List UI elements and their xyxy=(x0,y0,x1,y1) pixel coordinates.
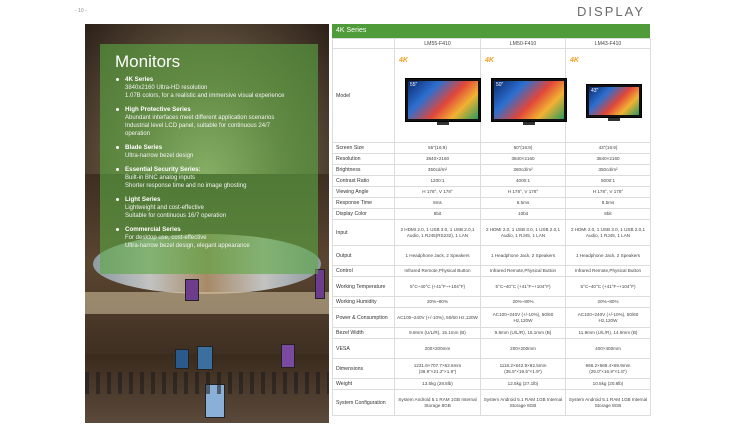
spec-value-cell: 20%~80% xyxy=(566,297,651,308)
series-name: Light Series xyxy=(125,196,161,203)
series-description: Lightweight and cost-effective xyxy=(125,205,204,211)
tv-product-image xyxy=(568,54,658,138)
model-image-cell xyxy=(566,49,651,143)
series-name: Essential Security Series: xyxy=(125,166,201,173)
bullet-icon xyxy=(116,198,119,201)
spec-row xyxy=(333,328,651,339)
spec-value-cell: H 178°, V 178° xyxy=(395,187,481,198)
spec-row-label: Output xyxy=(333,246,395,266)
page-number: - 10 - xyxy=(75,8,87,14)
model-image-row xyxy=(333,49,651,143)
tv-stand xyxy=(608,118,620,121)
model-name-cell: LM50-F410 xyxy=(481,39,566,49)
series-description: Industrial level LCD panel, suitable for continuous 24/7 xyxy=(125,123,271,129)
spec-value-cell: 20%~80% xyxy=(395,297,481,308)
spec-row-label: Model xyxy=(333,49,395,143)
spec-header-row xyxy=(333,39,651,49)
spec-value-cell: 9.8mm (U/L/R), 15.1mm (B) xyxy=(481,328,566,339)
spec-value-cell: 1231.6×707.7×62.6mm (36.9"×21.2"×1.9") xyxy=(395,359,481,379)
spec-value-cell: System Android 5.1 RAM 1GB Internal Storage 8GB xyxy=(566,390,651,416)
spec-value-cell: 10.5kg (20.8lb) xyxy=(566,379,651,390)
series-description: For desktop use, cost-effective xyxy=(125,235,207,241)
bullet-icon xyxy=(116,108,119,111)
spec-row-label: Working Humidity xyxy=(333,297,395,308)
4k-badge-icon: 4K xyxy=(399,56,408,64)
photo-balcony xyxy=(85,292,329,314)
spec-row xyxy=(333,187,651,198)
spec-value-cell: 12.5kg (27.1lb) xyxy=(481,379,566,390)
spec-row xyxy=(333,339,651,359)
spec-value-cell: 1200:1 xyxy=(395,176,481,187)
tv-screen xyxy=(405,78,481,122)
spec-row xyxy=(333,277,651,297)
spec-row-label: Resolution xyxy=(333,154,395,165)
spec-value-cell: Infrared Remote,Physical Button xyxy=(566,266,651,277)
spec-row xyxy=(333,154,651,165)
series-name: Commercial Series xyxy=(125,226,181,233)
tv-stand xyxy=(523,122,535,125)
bullet-icon xyxy=(116,78,119,81)
spec-row-label: Bezel Width xyxy=(333,328,395,339)
spec-row-label: Control xyxy=(333,266,395,277)
spec-value-cell: 11.9mm (U/L/R), 14.9mm (B) xyxy=(566,328,651,339)
spec-row-label: System Configuration xyxy=(333,390,395,416)
series-item xyxy=(116,196,316,220)
spec-row xyxy=(333,379,651,390)
spec-value-cell: 5°C~40°C (+41°F~+104°F) xyxy=(481,277,566,297)
spec-value-cell: 8ms xyxy=(395,198,481,209)
spec-row-label: Display Color xyxy=(333,209,395,220)
spec-corner-cell xyxy=(333,39,395,49)
spec-row-label: Response Time xyxy=(333,198,395,209)
spec-value-cell: System Android 5.1 RAM 1GB Internal Storage 8GB xyxy=(395,390,481,416)
series-item xyxy=(116,76,316,100)
spec-value-cell: 1118.2×642.9×62.5mm (35.5"×19.5"×1.9") xyxy=(481,359,566,379)
spec-value-cell: 43"(16:9) xyxy=(566,143,651,154)
series-description: 3840x2160 Ultra-HD resolution xyxy=(125,85,208,91)
series-name: 4K Series xyxy=(125,76,154,83)
spec-value-cell: 10bit xyxy=(481,209,566,220)
series-description: Built-in BNC analog inputs xyxy=(125,175,196,181)
model-image-cell xyxy=(481,49,566,143)
spec-value-cell: 350cd/m² xyxy=(566,165,651,176)
spec-value-cell: System Android 5.1 RAM 1GB Internal Storage 8GB xyxy=(481,390,566,416)
series-description: Ultra-narrow bezel design xyxy=(125,153,194,159)
4k-badge-icon: 4K xyxy=(485,56,494,64)
bullet-icon xyxy=(116,146,119,149)
spec-value-cell: 2 HDMI 2.0, 1 USB 3.0, 1 USB 2.0,1 Audio, 1 RJ45, 1 LAN xyxy=(566,220,651,246)
spec-value-cell: 968.2×569.4×69.9mm (29.0"×16.9"×1.8") xyxy=(566,359,651,379)
tv-size-label: 43" xyxy=(591,87,599,94)
spec-value-cell: 9.8mm (U/L/R), 15.1mm (B) xyxy=(395,328,481,339)
spec-row xyxy=(333,176,651,187)
spec-value-cell: Infrared Remote,Physical Button xyxy=(481,266,566,277)
spec-row xyxy=(333,297,651,308)
spec-value-cell: 1 Headphone Jack, 2 Speakers xyxy=(481,246,566,266)
spec-value-cell: H 178°, V 178° xyxy=(481,187,566,198)
tv-screen-image xyxy=(494,81,564,119)
spec-row xyxy=(333,165,651,176)
spec-value-cell: 200×200mm xyxy=(481,339,566,359)
spec-value-cell: 2 HDMI 2.0, 1 USB 3.0, 1 USB 2.0,1 Audio, 1 RJ45, 1 LAN xyxy=(481,220,566,246)
spec-value-cell: 5°C~40°C (+41°F~+104°F) xyxy=(395,277,481,297)
model-image-cell xyxy=(395,49,481,143)
tv-screen xyxy=(586,84,642,118)
spec-value-cell: 360cd/m² xyxy=(481,165,566,176)
spec-value-cell: 4000:1 xyxy=(481,176,566,187)
series-description: Ultra-narrow bezel design, elegant appearance xyxy=(125,243,250,249)
spec-value-cell: 8bit xyxy=(566,209,651,220)
spec-value-cell: 200×200mm xyxy=(395,339,481,359)
spec-value-cell: AC100~240V (+/-10%), 50/60 Hz,120W xyxy=(481,308,566,328)
tv-stand xyxy=(437,122,449,125)
photo-screen xyxy=(197,346,213,370)
series-item xyxy=(116,226,316,250)
spec-row xyxy=(333,143,651,154)
spec-row-label: Weight xyxy=(333,379,395,390)
spec-value-cell: Infrared Remote,Physical Button xyxy=(395,266,481,277)
spec-value-cell: 350cd/m² xyxy=(395,165,481,176)
spec-value-cell: 3840×2160 xyxy=(395,154,481,165)
spec-value-cell: 5000:1 xyxy=(566,176,651,187)
photo-screen xyxy=(175,349,189,369)
overlay-title: Monitors xyxy=(115,52,181,71)
bullet-icon xyxy=(116,168,119,171)
spec-value-cell: 55"(16:9) xyxy=(395,143,481,154)
series-description: Shorter response time and no image ghosting xyxy=(125,183,247,189)
spec-row xyxy=(333,266,651,277)
series-item xyxy=(116,144,316,160)
tv-screen xyxy=(491,78,567,122)
spec-value-cell: 8.5ms xyxy=(566,198,651,209)
bullet-icon xyxy=(116,228,119,231)
spec-value-cell: 3840×2160 xyxy=(566,154,651,165)
spec-row-label: Contrast Ratio xyxy=(333,176,395,187)
spec-value-cell: 5°C~40°C (+41°F~+104°F) xyxy=(566,277,651,297)
photo-screen xyxy=(185,279,199,301)
tv-product-image xyxy=(483,54,573,138)
series-description: Suitable for continuous 16/7 operation xyxy=(125,213,227,219)
spec-value-cell: AC100~240V (+/-10%), 50/60 Hz,130W xyxy=(395,308,481,328)
spec-value-cell: 3840×2160 xyxy=(481,154,566,165)
spec-value-cell: AC100~240V (+/-10%), 50/60 Hz,120W xyxy=(566,308,651,328)
model-name-cell: LM55-F410 xyxy=(395,39,481,49)
spec-value-cell: 20%~80% xyxy=(481,297,566,308)
series-name: Blade Series xyxy=(125,144,163,151)
series-item xyxy=(116,106,316,138)
spec-value-cell: 1 Headphone Jack, 2 Speakers xyxy=(395,246,481,266)
spec-value-cell: 1 Headphone Jack, 2 Speakers xyxy=(566,246,651,266)
spec-row xyxy=(333,359,651,379)
4k-badge-icon: 4K xyxy=(570,56,579,64)
spec-row-label: Screen Size xyxy=(333,143,395,154)
spec-row xyxy=(333,390,651,416)
spec-row xyxy=(333,209,651,220)
spec-value-cell: 13.5kg (28.8lb) xyxy=(395,379,481,390)
tv-product-image xyxy=(397,54,487,138)
series-list xyxy=(116,76,316,256)
spec-row-label: Power & Consumption xyxy=(333,308,395,328)
spec-row-label: Working Temperature xyxy=(333,277,395,297)
spec-table-title: 4K Series xyxy=(332,24,650,38)
series-name: High Protective Series xyxy=(125,106,191,113)
spec-table xyxy=(332,38,651,416)
spec-row-label: Input xyxy=(333,220,395,246)
photo-crowd xyxy=(85,372,329,394)
spec-row-label: VESA xyxy=(333,339,395,359)
spec-value-cell: 400×400mm xyxy=(566,339,651,359)
spec-value-cell: 50"(16:9) xyxy=(481,143,566,154)
spec-value-cell: 6.5ms xyxy=(481,198,566,209)
spec-row-label: Viewing Angle xyxy=(333,187,395,198)
spec-value-cell: H 178°, V 178° xyxy=(566,187,651,198)
spec-row xyxy=(333,220,651,246)
spec-value-cell: 8bit xyxy=(395,209,481,220)
photo-screen xyxy=(281,344,295,368)
spec-row xyxy=(333,246,651,266)
tv-screen-image xyxy=(408,81,478,119)
series-description: 1.07B colors, for a realistic and immersive visual experience xyxy=(125,93,285,99)
tv-size-label: 50" xyxy=(496,81,504,88)
spec-value-cell: 2 HDMI 2.0, 1 USB 3.0, 1 USB 2.0,1 Audio, 1 RJ45(RS232), 1 LAN xyxy=(395,220,481,246)
series-description: Abundant interfaces meet different application scenarios xyxy=(125,115,275,121)
brand-wordmark: DISPLAY xyxy=(577,4,645,19)
spec-row xyxy=(333,308,651,328)
spec-row-label: Dimensions xyxy=(333,359,395,379)
series-description: operation xyxy=(125,131,151,137)
tv-size-label: 55" xyxy=(410,81,418,88)
spec-row xyxy=(333,198,651,209)
spec-row-label: Brightness xyxy=(333,165,395,176)
series-item xyxy=(116,166,316,190)
model-name-cell: LM43-F410 xyxy=(566,39,651,49)
